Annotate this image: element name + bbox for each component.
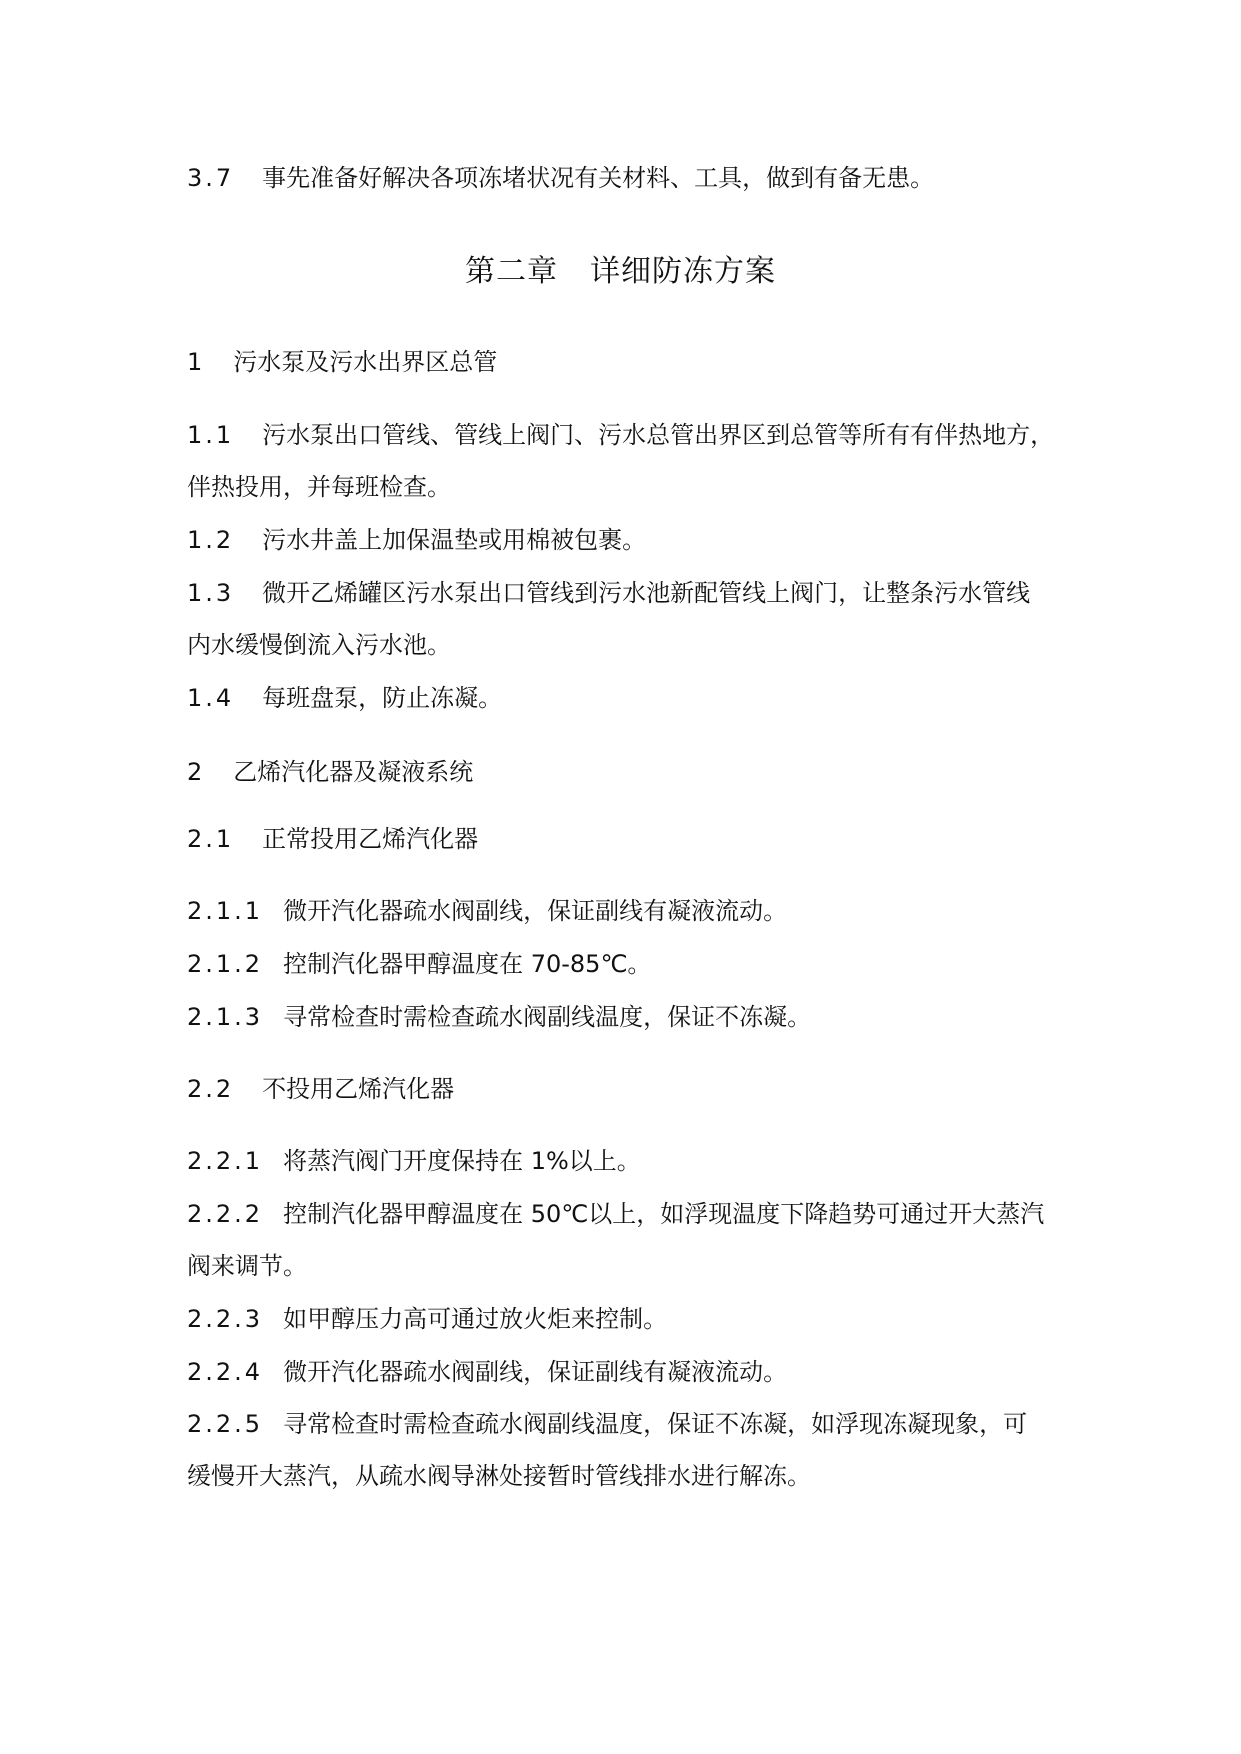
paragraph-2-2-4 xyxy=(187,1356,1067,1388)
subsection-number: 2.2 xyxy=(187,1075,235,1103)
section-number: 1 xyxy=(187,348,206,376)
subsection-number: 2.1 xyxy=(187,825,235,853)
item-number: 2.2.4 xyxy=(187,1358,264,1386)
item-number: 2.1.1 xyxy=(187,897,264,925)
paragraph-2-2-1 xyxy=(187,1145,1067,1177)
item-number: 2.2.1 xyxy=(187,1147,264,1175)
item-number: 2.2.3 xyxy=(187,1305,264,1333)
item-number: 1.3 xyxy=(187,579,235,607)
paragraph-2-2-5 xyxy=(187,1408,1067,1440)
paragraph-2-2-2-continued xyxy=(187,1250,1067,1282)
paragraph-2-2-5-continued xyxy=(187,1460,1067,1492)
item-text: 寻常检查时需检查疏水阀副线温度，保证不冻凝。 xyxy=(283,1003,812,1031)
subsection-heading-2-1 xyxy=(187,823,1067,855)
item-text: 阀来调节。 xyxy=(187,1252,307,1280)
item-text: 内水缓慢倒流入污水池。 xyxy=(187,631,451,659)
item-text: 每班盘泵，防止冻凝。 xyxy=(262,684,503,712)
subsection-heading-2-2 xyxy=(187,1073,1067,1105)
section-heading-2 xyxy=(187,756,1067,788)
paragraph-2-1-1 xyxy=(187,895,1067,927)
item-text: 如甲醇压力高可通过放火炬来控制。 xyxy=(283,1305,668,1333)
paragraph-1-4 xyxy=(187,682,1067,714)
item-number: 1.1 xyxy=(187,421,235,449)
section-number: 2 xyxy=(187,758,206,786)
paragraph-2-1-3 xyxy=(187,1001,1067,1033)
item-text: 微开汽化器疏水阀副线，保证副线有凝液流动。 xyxy=(283,897,788,925)
item-number: 1.2 xyxy=(187,526,235,554)
section-title: 乙烯汽化器及凝液系统 xyxy=(233,758,474,786)
item-text: 缓慢开大蒸汽，从疏水阀导淋处接暂时管线排水进行解冻。 xyxy=(187,1462,811,1490)
paragraph-1-1 xyxy=(187,419,1067,451)
item-text: 微开汽化器疏水阀副线，保证副线有凝液流动。 xyxy=(283,1358,788,1386)
chapter-heading xyxy=(0,252,1241,292)
item-text: 污水泵出口管线、管线上阀门、污水总管出界区到总管等所有有伴热地方， xyxy=(262,421,1055,449)
paragraph-2-2-3 xyxy=(187,1303,1067,1335)
item-number: 2.1.3 xyxy=(187,1003,264,1031)
section-heading-1 xyxy=(187,346,1067,378)
item-text: 污水井盖上加保温垫或用棉被包裹。 xyxy=(262,526,647,554)
subsection-title: 不投用乙烯汽化器 xyxy=(262,1075,455,1103)
item-text: 控制汽化器甲醇温度在 50℃以上，如浮现温度下降趋势可通过开大蒸汽 xyxy=(283,1200,1045,1228)
paragraph-3-7 xyxy=(187,162,1067,194)
item-text: 微开乙烯罐区污水泵出口管线到污水池新配管线上阀门，让整条污水管线 xyxy=(262,579,1031,607)
chapter-number: 第二章 xyxy=(465,254,558,289)
item-text: 事先准备好解决各项冻堵状况有关材料、工具，做到有备无患。 xyxy=(262,164,935,192)
item-text: 控制汽化器甲醇温度在 70-85℃。 xyxy=(283,950,652,978)
item-number: 2.2.5 xyxy=(187,1410,264,1438)
item-text: 将蒸汽阀门开度保持在 1%以上。 xyxy=(283,1147,641,1175)
paragraph-1-2 xyxy=(187,524,1067,556)
chapter-title: 详细防冻方案 xyxy=(590,254,776,289)
paragraph-1-3 xyxy=(187,577,1067,609)
item-number: 2.2.2 xyxy=(187,1200,264,1228)
item-number: 1.4 xyxy=(187,684,235,712)
section-title: 污水泵及污水出界区总管 xyxy=(233,348,498,376)
item-text: 伴热投用，并每班检查。 xyxy=(187,473,451,501)
item-number: 3.7 xyxy=(187,164,235,192)
paragraph-1-1-continued xyxy=(187,471,1067,503)
paragraph-1-3-continued xyxy=(187,629,1067,661)
paragraph-2-2-2 xyxy=(187,1198,1067,1230)
item-number: 2.1.2 xyxy=(187,950,264,978)
paragraph-2-1-2 xyxy=(187,948,1067,980)
subsection-title: 正常投用乙烯汽化器 xyxy=(262,825,479,853)
item-text: 寻常检查时需检查疏水阀副线温度，保证不冻凝，如浮现冻凝现象，可 xyxy=(283,1410,1028,1438)
